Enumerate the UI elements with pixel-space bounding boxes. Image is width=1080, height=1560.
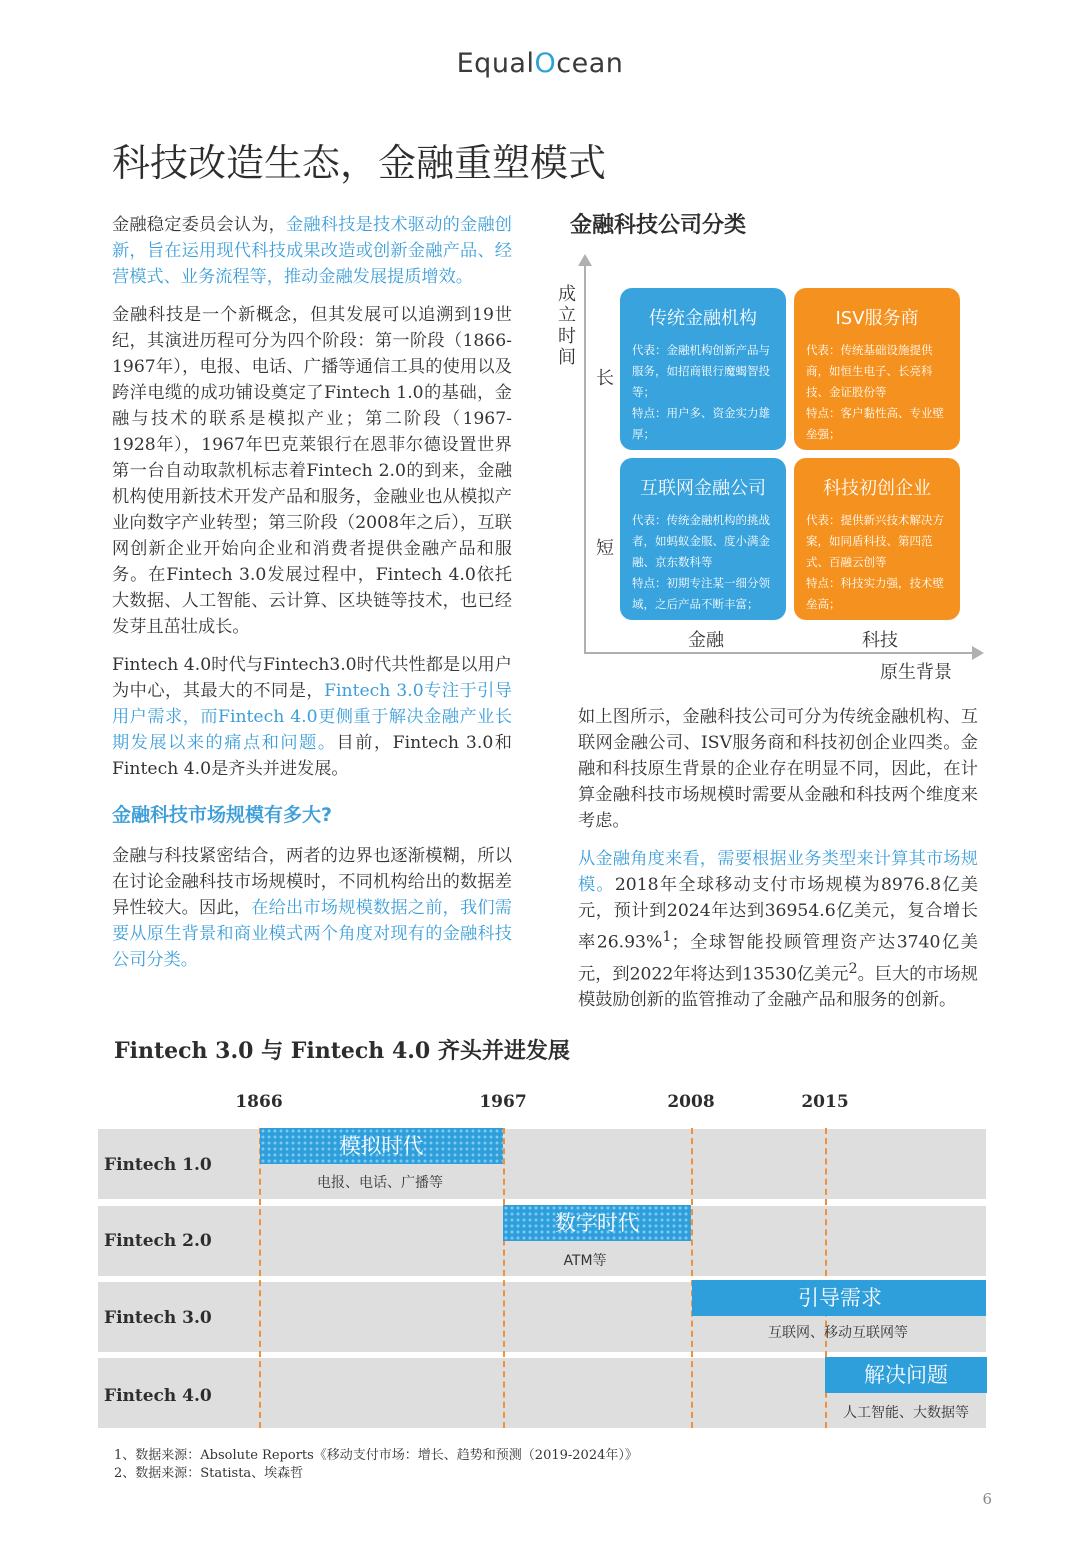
rp2-text-c: ；全球智能投顾管理资产达3740亿美元，到2022年将达到13530亿美元 — [578, 932, 978, 985]
era-bar-analog: 模拟时代 — [260, 1128, 503, 1164]
quadrant-feature: 特点：用户多、资金实力雄厚； — [632, 406, 770, 441]
quadrant-feature: 特点：初期专注某一细分领域，之后产品不断丰富； — [632, 576, 770, 611]
row-label: Fintech 3.0 — [104, 1308, 212, 1328]
year-label: 2015 — [801, 1092, 849, 1112]
quadrant-heading: 科技初创企业 — [823, 478, 931, 499]
paragraph-1 — [112, 212, 512, 290]
x-axis-arrow-icon — [972, 646, 984, 660]
timeline-title: Fintech 3.0 与 Fintech 4.0 齐头并进发展 — [114, 1038, 570, 1064]
row-label: Fintech 2.0 — [104, 1231, 212, 1251]
page-number: 6 — [982, 1490, 992, 1508]
era-note: 电报、电话、广播等 — [317, 1175, 443, 1191]
era-bar-solve-problems: 解决问题 — [825, 1357, 987, 1393]
y-label-short: 短 — [596, 538, 614, 559]
year-divider — [691, 1128, 693, 1428]
y-axis-label: 成立时间 — [558, 284, 576, 368]
footnote-ref-2: 2 — [848, 960, 858, 977]
p1-highlight: 金融科技是技术驱动的金融创新，旨在运用现代科技成果改造或创新金融产品、经营模式、业务流程等，推动金融发展提质增效。 — [112, 215, 512, 287]
quadrant-rep: 代表：金融机构创新产品与服务，如招商银行魔蝎智投等； — [632, 343, 770, 399]
quadrant-title: 金融科技公司分类 — [570, 213, 747, 238]
logo-text-pre: Equal — [456, 48, 535, 79]
footnote-2: 2、数据来源：Statista、埃森哲 — [114, 1466, 304, 1481]
era-note: ATM等 — [563, 1253, 607, 1269]
y-axis-line — [584, 262, 586, 654]
p3-text-a: Fintech 4.0时代与Fintech3.0时代共性都是以用户为中心，其最大的不同是， — [112, 655, 512, 701]
rp2-text-b: 2018年全球移动支付市场规模为8976.8亿美元，预计到2024年达到36954.6亿美元，复合增长率26.93% — [578, 875, 978, 953]
right-column — [578, 704, 978, 1025]
year-label: 1967 — [479, 1092, 527, 1112]
rp2-text-d: 。巨大的市场规模鼓励创新的监管推动了金融产品和服务的创新。 — [578, 964, 978, 1011]
logo — [0, 48, 1080, 79]
rp2-highlight: 从金融角度来看，需要根据业务类型来计算其市场规模。 — [578, 849, 978, 895]
x-label-finance: 金融 — [688, 630, 724, 651]
era-note: 人工智能、大数据等 — [843, 1405, 969, 1421]
quadrant-rep: 代表：提供新兴技术解决方案，如同盾科技、第四范式、百融云创等 — [806, 513, 944, 569]
right-paragraph-1: 如上图所示，金融科技公司可分为传统金融机构、互联网金融公司、ISV服务商和科技初创企业四类。金融和科技原生背景的企业存在明显不同，因此，在计算金融科技市场规模时需要从金融和科技两个维度来考虑。 — [578, 707, 978, 831]
year-label: 2008 — [667, 1092, 715, 1112]
paragraph-4 — [112, 843, 512, 973]
quadrant-heading: 互联网金融公司 — [640, 478, 766, 499]
p3-text-c: 目前，Fintech 3.0和Fintech 4.0是齐头并进发展。 — [112, 733, 512, 779]
section-subheading: 金融科技市场规模有多大? — [112, 804, 333, 826]
era-bar-digital: 数字时代 — [503, 1205, 691, 1241]
page-title: 科技改造生态，金融重塑模式 — [112, 141, 607, 185]
row-label: Fintech 1.0 — [104, 1155, 212, 1175]
quadrant-rep: 代表：传统基础设施提供商，如恒生电子、长亮科技、金证股份等 — [806, 343, 933, 399]
quadrant-tech-startup — [794, 458, 960, 620]
p1-text: 金融稳定委员会认为， — [112, 215, 286, 235]
era-note: 互联网、移动互联网等 — [768, 1325, 908, 1341]
footnote-ref-1: 1 — [662, 929, 672, 945]
y-label-long: 长 — [596, 368, 614, 389]
footnote-1: 1、数据来源：Absolute Reports《移动支付市场：增长、趋势和预测（2019-2024年）》 — [114, 1448, 638, 1463]
x-label-tech: 科技 — [862, 630, 898, 651]
x-axis-label: 原生背景 — [880, 662, 952, 683]
p4-highlight: 在给出市场规模数据之前，我们需要从原生背景和商业模式两个角度对现有的金融科技公司分类。 — [112, 898, 512, 970]
quadrant-isv — [794, 288, 960, 450]
paragraph-2: 金融科技是一个新概念，但其发展可以追溯到19世纪，其演进历程可分为四个阶段：第一阶段（1866-1967年），电报、电话、广播等通信工具的使用以及跨洋电缆的成功铺设奠定了Fintech 1.0的基础，金融与技术的联系是模拟产业；第二阶段（1967-1928年），1967年巴克莱银行在恩菲尔德设置世界第一台自动取款机标志着Fintech 2.0的到来，金融机构使用新技术开发产品和服务，金融业也从模拟产业向数字产业转型；第三阶段（2008年之后），互联网创新企业开始向企业和消费者提供金融产品和服务。在Fintech 3.0发展过程中，Fintech 4.0依托大数据、人工智能、云计算、区块链等技术，也已经发芽且茁壮成长。 — [112, 305, 512, 637]
quadrant-feature: 特点：客户黏性高、专业壁垒强； — [806, 406, 944, 441]
logo-text-post: cean — [556, 48, 624, 79]
quadrant-feature: 特点：科技实力强，技术壁垒高； — [806, 576, 944, 611]
p3-highlight: Fintech 3.0专注于引导用户需求，而Fintech 4.0更侧重于解决金融产业长期发展以来的痛点和问题。 — [112, 681, 512, 753]
paragraph-3 — [112, 652, 512, 782]
quadrant-heading: 传统金融机构 — [649, 308, 757, 329]
era-bar-guide-demand: 引导需求 — [692, 1280, 986, 1316]
p4-text: 金融与科技紧密结合，两者的边界也逐渐模糊，所以在讨论金融科技市场规模时，不同机构给出的数据差异性较大。因此， — [112, 846, 512, 918]
quadrant-traditional-finance — [620, 288, 786, 450]
right-paragraph-2 — [578, 846, 978, 1013]
year-divider — [503, 1128, 505, 1428]
logo-o: O — [534, 48, 557, 79]
row-label: Fintech 4.0 — [104, 1386, 212, 1406]
x-axis-line — [584, 652, 976, 654]
quadrant-internet-finance — [620, 458, 786, 620]
year-label: 1866 — [235, 1092, 283, 1112]
left-column — [112, 212, 512, 985]
y-axis-arrow-icon — [578, 254, 592, 266]
quadrant-heading: ISV服务商 — [835, 308, 919, 329]
quadrant-rep: 代表：传统金融机构的挑战者，如蚂蚁金服、度小满金融、京东数科等 — [632, 513, 770, 569]
year-divider — [259, 1128, 261, 1428]
timeline-row — [98, 1129, 986, 1199]
